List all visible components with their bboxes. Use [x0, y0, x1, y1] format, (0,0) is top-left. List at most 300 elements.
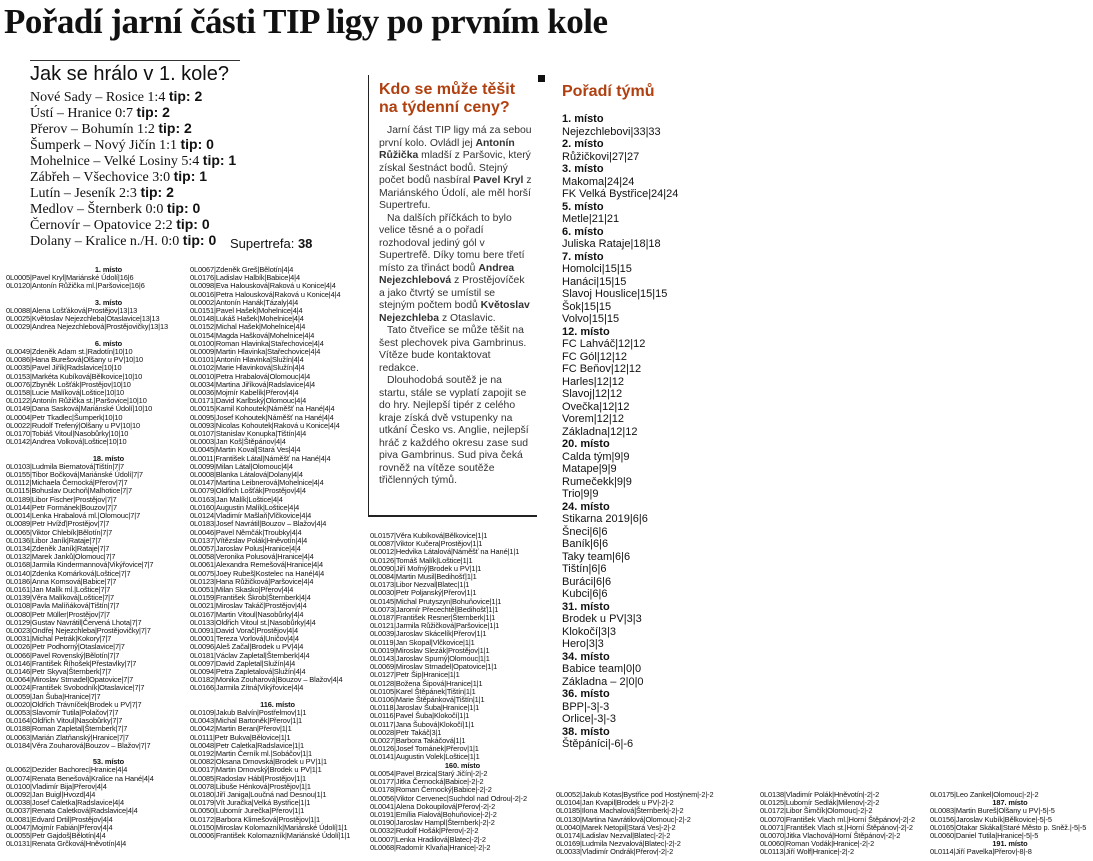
player-entry: 0L0143|Jaroslav Spurný|Olomouc|1|1	[370, 654, 490, 664]
team-entry: Základna – 2|0|0	[562, 675, 644, 688]
team-rank-heading: 24. místo	[562, 500, 610, 513]
player-entry: 0L0161|Jan Malík ml.|Loštice|7|7	[6, 584, 111, 594]
player-entry: 0L0182|Monika Zouharová|Bouzov – Blažov|4|4	[190, 675, 343, 685]
player-entry: 0L0056|Viktor Cervenec|Suchdol nad Odrou|-2|-2	[370, 793, 528, 803]
player-entry: 0L0047|Mojmír Fabián|Přerov|4|4	[6, 822, 113, 832]
player-entry: 0L0184|Věra Zouharová|Bouzov – Blažov|7|7	[6, 740, 151, 750]
team-entry: Rumečekk|9|9	[562, 475, 632, 488]
team-entry: Taky team|6|6	[562, 550, 631, 563]
player-entry: 0L0189|Libor Fischer|Prostějov|7|7	[6, 494, 117, 504]
player-entry: 0L0078|Libuše Hénková|Prostějov|1|1	[190, 781, 311, 791]
match-score: Šumperk – Nový Jičín 1:1	[30, 138, 181, 153]
player-entry: 0L0168|Jarmila Kindermannová|Vikýřovice|7|7	[6, 560, 154, 570]
team-rank-heading: 36. místo	[562, 688, 610, 700]
player-entry: 0L0051|Milan Skasko|Přerov|4|4	[190, 584, 294, 594]
player-entry: 0L0025|Květoslav Nejezchleba|Otaslavice|13|13	[6, 314, 160, 324]
match-result	[30, 105, 242, 121]
player-entry: 0L0009|Martin Hlavinka|Stařechovice|4|4	[190, 347, 321, 357]
team-entry: Babice team|0|0	[562, 663, 642, 675]
player-entry: 0L0048|Petr Caletka|Radslavice|1|1	[190, 740, 304, 750]
supertrefa-label: Supertrefa:	[230, 236, 295, 251]
player-entry: 0L0170|Tobiáš Vitoul|Nasobůrky|10|10	[6, 429, 129, 439]
player-entry: 0L0163|Jan Malík|Loštice|4|4	[190, 494, 283, 504]
player-entry: 0L0124|Vladimír Mašlaň|Vlčkovice|4|4	[190, 511, 312, 521]
player-entry: 0L0104|Jan Kvapil|Brodek u PV|-2|-2	[556, 798, 674, 808]
player-entry: 0L0111|Petr Bukva|Bělovice|1|1	[190, 732, 291, 742]
ranking-column-6	[930, 791, 1090, 857]
rank-heading: 1. místo	[94, 265, 123, 274]
match-result	[30, 121, 242, 137]
team-entry: Matape|9|9	[562, 463, 617, 475]
player-entry: 0L0131|Renata Grčková|Hněvotín|4|4	[6, 839, 127, 849]
team-entry: Štěpáníci|-6|-6	[562, 738, 634, 750]
player-entry: 0L0177|Jitka Černocká|Babice|-2|-2	[370, 777, 484, 787]
player-entry: 0L0079|Oldřich Lošťák|Prostějov|4|4	[190, 486, 306, 496]
player-entry: 0L0121|Jarmila Růžičková|Paršovice|1|1	[370, 621, 500, 631]
player-entry: 0L0188|Roman Zapletal|Šternberk|7|7	[6, 724, 128, 734]
player-entry: 0L0058|Veronika Polusová|Hranice|4|4	[190, 552, 314, 562]
match-score: Zábřeh – Všechovice 3:0	[30, 170, 174, 185]
player-entry: 0L0001|Tereza Vorlová|Uničov|4|4	[190, 634, 299, 644]
player-entry: 0L0030|Petr Poljanský|Přerov|1|1	[370, 588, 477, 598]
player-entry: 0L0096|Aleš Začal|Brodek u PV|4|4	[190, 642, 304, 652]
player-entry: 0L0082|Oksana Drnovská|Brodek u PV|1|1	[190, 757, 327, 767]
match-result	[30, 201, 242, 217]
team-entry: Trio|9|9	[562, 488, 599, 500]
team-entry: Tištín|6|6	[562, 563, 607, 575]
player-entry: 0L0032|Rudolf Hošák|Přerov|-2|-2	[370, 826, 479, 836]
team-rank-heading: 1. místo	[562, 113, 604, 125]
player-entry: 0L0070|František Vlach ml.|Horní Štěpánov|-2|-2	[760, 814, 915, 824]
player-entry: 0L0076|Zbyněk Lošťák|Prostějov|10|10	[6, 379, 131, 389]
player-entry: 0L0054|Pavel Brzica|Starý Jičín|-2|-2	[370, 768, 488, 778]
team-entry: Stikarna 2019|6|6	[562, 513, 648, 525]
team-rank-heading: 31. místo	[562, 600, 610, 613]
player-entry: 0L0169|Ludmila Nezvalová|Blatec|-2|-2	[556, 839, 681, 849]
match-score: Nové Sady – Rosice 1:4	[30, 90, 169, 105]
player-entry: 0L0148|Lukáš Hašek|Mohelnice|4|4	[190, 314, 304, 324]
supertrefa-value: 38	[297, 236, 313, 251]
team-entry: Základna|12|12	[562, 425, 638, 438]
player-entry: 0L0028|Petr Takáč|3|1	[370, 727, 442, 737]
player-entry: 0L0144|Petr Formánek|Bouzov|7|7	[6, 502, 117, 512]
player-entry: 0L0027|Barbora Takáčová|1|1	[370, 736, 466, 746]
player-entry: 0L0086|Hana Burešová|Olšany u PV|10|10	[6, 355, 144, 365]
team-entry: Ovečka|12|12	[562, 400, 630, 413]
match-tip: tip: 2	[140, 184, 174, 200]
match-result	[30, 137, 242, 153]
player-entry: 0L0165|Otakar Skákal|Staré Město p. Sněž.|-5|-5	[930, 822, 1087, 832]
player-entry: 0L0113|Jiří Wolf|Hranice|-2|-2	[760, 847, 854, 857]
match-score: Lutín – Jeseník 2:3	[30, 186, 141, 201]
team-entry: Slavoj|12|12	[562, 388, 623, 400]
team-entry: Kubci|6|6	[562, 588, 608, 600]
player-entry: 0L0071|František Vlach st.|Horní Štěpánov|-2|-2	[760, 822, 913, 832]
rank-heading: 160. místo	[444, 760, 481, 770]
match-result	[30, 217, 242, 233]
player-entry: 0L0002|Antonín Hanák|Tázaly|4|4	[190, 297, 299, 307]
player-entry: 0L0008|Blanka Látalová|Dolany|4|4	[190, 470, 303, 480]
player-entry: 0L0166|Jarmila Zítná|Vikýřovice|4|4	[190, 683, 304, 693]
ranking-column-3	[370, 532, 555, 852]
player-entry: 0L0067|Zdeněk Greš|Bělotín|4|4	[190, 265, 294, 274]
player-entry: 0L0088|Alena Lošťáková|Prostějov|13|13	[6, 306, 138, 316]
prizes-text	[369, 125, 537, 488]
player-entry: 0L0141|Augustin Volek|Loštice|1|1	[370, 752, 480, 762]
player-entry: 0L0085|Radoslav Hábl|Prostějov|1|1	[190, 773, 307, 783]
team-entry: Brodek u PV|3|3	[562, 613, 642, 625]
prizes-paragraph: Na dalších příčkách to bylo velice těsné a o pořadí rozhodoval jediný gól v Supertrefě. Díky tomu bere třetí místo za třináct bodů Andrea Nejezchlebová z Prostějovíček a jako čtvrtý se umístil se stejným počtem bodů Květoslav Nejezchleba z Otaslavic.	[379, 212, 530, 324]
player-entry: 0L0122|Antonín Růžička st.|Paršovice|10|10	[6, 396, 147, 406]
team-entry: Klokočí|3|3	[562, 625, 617, 638]
rank-heading: 18. místo	[92, 453, 125, 463]
team-entry: FC Gól|12|12	[562, 350, 628, 363]
player-entry: 0L0160|Augustin Malík|Loštice|4|4	[190, 502, 300, 512]
match-score: Přerov – Bohumín 1:2	[30, 122, 159, 137]
player-entry: 0L0098|Eva Halousková|Raková u Konice|4|4	[190, 281, 336, 291]
player-entry: 0L0153|Markéta Kubíková|Bělkovice|10|10	[6, 371, 143, 381]
match-score: Medlov – Šternberk 0:0	[30, 202, 167, 217]
results-section	[30, 60, 242, 249]
player-entry: 0L0100|Roman Hlavinka|Stařechovice|4|4	[190, 338, 324, 348]
match-result	[30, 89, 242, 105]
player-entry: 0L0129|Gustav Navrátil|Červená Lhota|7|7	[6, 617, 142, 627]
player-entry: 0L0133|Oldřich Vitoul st.|Nasobůrky|4|4	[190, 617, 316, 627]
rank-heading: 3. místo	[94, 297, 123, 307]
team-entry: Juliska Rataje|18|18	[562, 238, 661, 250]
player-entry: 0L0064|Miroslav Strnadel|Opatovice|7|7	[6, 675, 134, 685]
player-entry: 0L0119|Jan Skopal|Vlčkovice|1|1	[370, 637, 475, 647]
player-entry: 0L0084|Martin Musil|Bedihošť|1|1	[370, 572, 477, 582]
match-result	[30, 153, 242, 169]
team-rank-heading: 7. místo	[562, 250, 604, 263]
player-entry: 0L0173|Libor Nezval|Blatec|1|1	[370, 580, 470, 590]
player-entry: 0L0017|Martin Drnovský|Brodek u PV|1|1	[190, 765, 322, 775]
ranking-column-1	[6, 266, 211, 848]
player-entry: 0L0045|Martin Koval|Stará Ves|4|4	[190, 445, 301, 455]
team-entry: Calda tým|9|9	[562, 450, 630, 463]
player-entry: 0L0022|Rudolf Trefený|Olšany u PV|10|10	[6, 420, 141, 430]
match-tip: tip: 1	[202, 152, 237, 168]
player-entry: 0L0092|Jan Buigl|Hvozd|4|4	[6, 790, 96, 799]
player-entry: 0L0041|Alena Dokoupilová|Přerov|-2|-2	[370, 801, 496, 811]
prizes-box	[368, 75, 537, 517]
player-entry: 0L0105|Karel Štěpánek|Tištín|1|1	[370, 686, 476, 696]
player-entry: 0L0023|Ondřej Nejezchleba|Prostějovičky|7|7	[6, 625, 151, 635]
rank-heading: 53. místo	[92, 757, 125, 767]
player-entry: 0L0043|Michal Bartoněk|Přerov|1|1	[190, 716, 303, 726]
player-entry: 0L0172|Libor Šimčík|Olomouc|-2|-2	[760, 806, 873, 816]
player-entry: 0L0060|Roman Vodák|Hranice|-2|-2	[760, 839, 875, 849]
player-entry: 0L0145|Michal Prutyszyn|Bohuňovice|1|1	[370, 596, 502, 606]
player-entry: 0L0139|Věra Malíková|Loštice|7|7	[6, 593, 115, 603]
player-entry: 0L0152|Michal Hašek|Mohelnice|4|4	[190, 322, 306, 332]
team-entry: FK Velká Bystřice|24|24	[562, 188, 679, 200]
match-tip: tip: 2	[136, 104, 170, 120]
match-score: Černovír – Opatovice 2:2	[30, 218, 177, 233]
team-entry: Makoma|24|24	[562, 175, 635, 188]
player-entry: 0L0134|Zdeněk Janík|Rataje|7|7	[6, 543, 110, 553]
player-entry: 0L0021|Miroslav Takáč|Prostějov|4|4	[190, 601, 307, 611]
player-entry: 0L0060|Daniel Tutila|Hranice|-5|-5	[930, 831, 1039, 841]
match-tip: tip: 2	[168, 88, 203, 104]
player-entry: 0L0090|Jiří Mořný|Brodek u PV|1|1	[370, 563, 482, 573]
player-entry: 0L0115|Bohuslav Duchoň|Malhotice|7|7	[6, 486, 132, 496]
team-entry: Růžičkovi|27|27	[562, 150, 640, 163]
player-entry: 0L0016|Petra Halousková|Raková u Konice|4|4	[190, 289, 341, 299]
player-entry: 0L0136|Libor Janík|Rataje|7|7	[6, 535, 102, 545]
player-entry: 0L0125|Lubomír Sedlák|Milenov|-2|-2	[760, 798, 880, 808]
player-entry: 0L0138|Vladimír Polák|Hněvotín|-2|-2	[760, 790, 880, 799]
team-entry: Volvo|15|15	[562, 313, 620, 325]
player-entry: 0L0123|Hana Růžičková|Paršovice|4|4	[190, 576, 314, 586]
player-entry: 0L0083|Martin Bureš|Olšany u PV|-5|-5	[930, 806, 1055, 816]
player-entry: 0L0057|Jaroslav Polus|Hranice|4|4	[190, 543, 301, 553]
player-entry: 0L0185|Ilona Machalová|Šternberk|-2|-2	[556, 806, 684, 816]
player-entry: 0L0114|Jiří Pavelka|Přerov|-8|-8	[930, 847, 1032, 857]
player-entry: 0L0107|Stanislav Konupka|Tištín|4|4	[190, 429, 307, 439]
player-entry: 0L0099|Milan Látal|Olomouc|4|4	[190, 461, 293, 471]
player-entry: 0L0164|Oldřich Vitoul|Nasobůrky|7|7	[6, 716, 123, 726]
player-entry: 0L0097|David Zapletal|Služín|4|4	[190, 658, 296, 668]
player-entry: 0L0069|Miroslav Strnadel|Opatovice|1|1	[370, 662, 498, 672]
rank-heading: 187. místo	[992, 798, 1028, 808]
rank-heading: 6. místo	[94, 338, 123, 348]
rank-heading: 116. místo	[260, 699, 295, 709]
player-entry: 0L0074|Renata Benešová|Kralice na Hané|4|4	[6, 773, 154, 783]
player-entry: 0L0126|Josef Tománek|Přerov|1|1	[370, 744, 479, 754]
player-entry: 0L0068|Radomír Klvaňa|Hranice|-2|-2	[370, 842, 491, 852]
page-title: Pořadí jarní části TIP ligy po prvním kole	[4, 2, 608, 41]
team-entry: Harles|12|12	[562, 375, 624, 388]
player-entry: 0L0128|Božena Šipová|Hranice|1|1	[370, 678, 483, 688]
player-entry: 0L0178|Roman Černocký|Babice|-2|-2	[370, 785, 492, 795]
player-entry: 0L0006|František Kolomazník|Mariánské Údolí|1|1	[190, 831, 351, 841]
player-entry: 0L0108|Pavla Malíňáková|Tištín|7|7	[6, 601, 120, 611]
prizes-paragraph: Tato čtveřice se může těšit na šest plechovek piva Gambrinus. Vítěze bude kontaktovat redakce.	[379, 325, 527, 374]
player-entry: 0L0010|Petra Hrabalová|Olomouc|4|4	[190, 371, 311, 381]
player-entry: 0L0167|Martin Vitoul|Nasobůrky|4|4	[190, 609, 304, 619]
team-entry: Vorem|12|12	[562, 413, 624, 425]
player-entry: 0L0106|Marie Štěpánková|Tištín|1|1	[370, 695, 485, 705]
player-entry: 0L0158|Lucie Malíková|Loštice|10|10	[6, 388, 124, 398]
player-entry: 0L0015|Kamil Kohoutek|Náměšť na Hané|4|4	[190, 404, 335, 414]
player-entry: 0L0154|Magda Hašková|Mohelnice|4|4	[190, 330, 315, 340]
player-entry: 0L0036|Mojmír Kabelík|Přerov|4|4	[190, 388, 299, 398]
player-entry: 0L0087|Viktor Kučera|Prostějov|1|1	[370, 539, 483, 549]
player-entry: 0L0050|Lubomír Jurečka|Přerov|1|1	[190, 806, 305, 816]
player-entry: 0L0066|Pavel Rovenský|Bělotín|7|7	[6, 650, 120, 660]
player-entry: 0L0156|Jaroslav Kubík|Bělkovice|-5|-5	[930, 814, 1052, 824]
player-entry: 0L0055|Petr Gajdoš|Bělotín|4|4	[6, 831, 106, 841]
match-tip: tip: 0	[180, 136, 214, 152]
team-entry: Orlice|-3|-3	[562, 713, 617, 725]
player-entry: 0L0061|Alexandra Remešová|Hranice|4|4	[190, 560, 323, 570]
player-entry: 0L0159|František Škrob|Šternberk|4|4	[190, 593, 311, 603]
player-entry: 0L0029|Andrea Nejezchlebová|Prostějovičky|13|13	[6, 322, 168, 332]
team-entry: FC Beňov|12|12	[562, 363, 642, 375]
player-entry: 0L0175|Leo Zankel|Olomouc|-2|-2	[930, 790, 1039, 799]
team-rank-heading: 20. místo	[562, 438, 610, 450]
player-entry: 0L0095|Josef Kohoutek|Náměšť na Hané|4|4	[190, 412, 334, 422]
player-entry: 0L0186|Anna Komsová|Babice|7|7	[6, 576, 117, 586]
match-score: Mohelnice – Velké Losiny 5:4	[30, 154, 203, 169]
player-entry: 0L0040|Marek Netopil|Stará Ves|-2|-2	[556, 822, 676, 832]
ranking-column-4	[556, 791, 756, 857]
player-entry: 0L0053|Slavomír Tutila|Polačov|7|7	[6, 707, 119, 717]
player-entry: 0L0026|Petr Podhorný|Otaslavice|7|7	[6, 642, 125, 652]
team-standings-heading: Pořadí týmů	[562, 83, 655, 100]
player-entry: 0L0059|Jan Šuba|Hranice|7|7	[6, 691, 101, 701]
match-score: Dolany – Kralice n./H. 0:0	[30, 234, 183, 249]
player-entry: 0L0146|Petr Skyva|Šternberk|7|7	[6, 666, 112, 676]
team-entry: Baník|6|6	[562, 538, 609, 550]
team-rank-heading: 5. místo	[562, 200, 604, 213]
prizes-paragraph: Jarní část TIP ligy má za sebou první kolo. Ovládl jej Antonín Růžička mladší z Paršovic, který získal šestnáct bodů. Stejný počet bodů nasbíral Pavel Kryl z Mariánského Údolí, ale měl horší Supertrefu.	[379, 125, 532, 211]
player-entry: 0L0109|Jakub Balvín|Postřelmov|1|1	[190, 707, 307, 717]
player-entry: 0L0126|Tomáš Malík|Loštice|1|1	[370, 555, 473, 565]
match-tip: tip: 0	[176, 216, 210, 232]
player-entry: 0L0091|David Vorač|Prostějov|4|4	[190, 625, 299, 635]
player-entry: 0L0020|Oldřich Trávníček|Brodek u PV|7|7	[6, 699, 142, 709]
player-entry: 0L0094|Petra Zapletalová|Služín|4|4	[190, 666, 306, 676]
team-rank-heading: 3. místo	[562, 163, 604, 175]
player-entry: 0L0065|Viktor Chlebík|Bělotín|7|7	[6, 527, 113, 537]
team-entry: Nejezchlebovi|33|33	[562, 125, 661, 138]
player-entry: 0L0042|Martin Beran|Přerov|1|1	[190, 724, 292, 734]
player-entry: 0L0100|Vladimír Bija|Přerov|4|4	[6, 781, 107, 791]
player-entry: 0L0183|Josef Navrátil|Bouzov – Blažov|4|4	[190, 519, 327, 529]
player-entry: 0L0120|Antonín Růžička ml.|Paršovice|16|6	[6, 281, 145, 291]
match-result	[30, 185, 242, 201]
player-entry: 0L0171|David Karlbský|Olomouc|4|4	[190, 396, 307, 406]
player-entry: 0L0176|Ladislav Halbík|Babice|4|4	[190, 273, 300, 283]
player-entry: 0L0149|Dana Sasková|Mariánské Údolí|10|10	[6, 404, 153, 414]
rank-heading: 191. místo	[992, 839, 1028, 849]
match-tip: tip: 0	[182, 232, 217, 248]
player-entry: 0L0073|Jaromír Přecechtěl|Bedihošť|1|1	[370, 604, 499, 614]
player-entry: 0L0062|Dezider Bachorec|Hranice|4|4	[6, 765, 128, 775]
player-entry: 0L0130|Martina Navrátilová|Olomouc|-2|-2	[556, 814, 691, 824]
player-entry: 0L0192|Martin Černík ml.|Sobáčov|1|1	[190, 748, 312, 758]
player-entry: 0L0151|Pavel Hašek|Mohelnice|4|4	[190, 306, 303, 316]
team-rank-heading: 2. místo	[562, 138, 604, 150]
team-entry: Buráci|6|6	[562, 575, 612, 588]
prizes-paragraph: Dlouhodobá soutěž je na startu, stále se vyplatí zapojit se do hry. Nejlepší tipér z celého kraje získá dvě vstupenky na utkání Česko vs. Anglie, nejlepší hráč z každého okresu zase sud piva Gambrinus. Sud piva čeká rovněž na vítěze soutěže třičlenných týmů.	[379, 375, 529, 486]
player-entry: 0L0180|Jiří Janiga|Loučná nad Desnou|1|1	[190, 790, 327, 799]
match-result	[30, 233, 242, 249]
team-rank-heading: 6. místo	[562, 225, 604, 238]
player-entry: 0L0039|Jaroslav Skácelík|Přerov|1|1	[370, 629, 487, 639]
team-entry: Hanáci|15|15	[562, 275, 627, 288]
player-entry: 0L0157|Věra Kubíková|Bělkovice|1|1	[370, 531, 488, 540]
player-entry: 0L0112|Michaela Černocká|Přerov|7|7	[6, 478, 128, 488]
ranking-column-2	[190, 266, 365, 840]
player-entry: 0L0101|Antonín Hlavinka|Služín|4|4	[190, 355, 304, 365]
player-entry: 0L0155|Tibor Bočková|Mariánské Údolí|7|7	[6, 470, 143, 480]
player-entry: 0L0116|Pavel Šuba|Klokočí|1|1	[370, 711, 470, 721]
player-entry: 0L0190|Jaroslav Hampl|Šternberk|-2|-2	[370, 818, 495, 828]
team-entry: Šok|15|15	[562, 300, 612, 313]
player-entry: 0L0038|Josef Caletka|Radslavice|4|4	[6, 798, 124, 808]
team-rank-heading: 38. místo	[562, 725, 610, 738]
team-entry: Šneci|6|6	[562, 525, 608, 538]
player-entry: 0L0146|František Říhošek|Přestavlky|7|7	[6, 658, 137, 668]
team-entry: Metle|21|21	[562, 213, 620, 225]
player-entry: 0L0049|Zdeněk Adam st.|Radotín|10|10	[6, 347, 133, 357]
player-entry: 0L0137|Vítězslav Polák|Hněvotín|4|4	[190, 535, 308, 545]
match-tip: tip: 0	[166, 200, 201, 216]
prizes-heading: Kdo se může těšit na týdenní ceny?	[379, 81, 516, 116]
player-entry: 0L0081|Edvard Drtil|Prostějov|4|4	[6, 814, 113, 824]
player-entry: 0L0012|Hedvika Látalová|Náměšť na Hané|1|1	[370, 547, 520, 557]
team-entry: Homolci|15|15	[562, 263, 632, 275]
box-marker	[538, 75, 545, 82]
player-entry: 0L0147|Martina Leibnerová|Mohelnice|4|4	[190, 478, 324, 488]
player-entry: 0L0140|Zdenka Komárková|Loštice|7|7	[6, 568, 131, 578]
player-entry: 0L0070|Jitka Vlachová|Horní Štěpánov|-2|-2	[760, 831, 901, 841]
player-entry: 0L0103|Ludmila Biernatová|Tištín|7|7	[6, 461, 125, 471]
team-list	[562, 113, 742, 751]
player-entry: 0L0142|Andrea Volková|Loštice|10|10	[6, 437, 127, 447]
player-entry: 0L0118|Jaroslav Šuba|Hranice|1|1	[370, 703, 480, 713]
team-entry: Hero|3|3	[562, 638, 604, 650]
team-entry: Slavoj Houslice|15|15	[562, 288, 668, 300]
player-entry: 0L0181|Václav Zapletal|Šternberk|4|4	[190, 650, 310, 660]
player-entry: 0L0033|Vladimír Ondrák|Přerov|-2|-2	[556, 847, 674, 857]
player-entry: 0L0005|Pavel Kryl|Mariánské Údolí|16|6	[6, 273, 134, 283]
player-entry: 0L0102|Marie Hlavinková|Služín|4|4	[190, 363, 305, 373]
player-entry: 0L0127|Petr Šip|Hranice|1|1	[370, 670, 460, 680]
player-entry: 0L0191|Emília Fialová|Bohuňovice|-2|-2	[370, 809, 497, 819]
player-entry: 0L0034|Martina Jiříková|Radslavice|4|4	[190, 379, 316, 389]
player-entry: 0L0004|Petr Tkadlec|Šumperk|10|10	[6, 412, 123, 422]
team-entry: BPP|-3|-3	[562, 700, 610, 713]
match-list	[30, 89, 242, 249]
results-heading: Jak se hrálo v 1. kole?	[30, 60, 240, 86]
player-entry: 0L0172|Barbora Klimešová|Prostějov|1|1	[190, 814, 321, 824]
player-entry: 0L0011|František Látal|Náměšť na Hané|4|4	[190, 453, 331, 463]
player-entry: 0L0179|Vít Juračka|Velká Bystřice|1|1	[190, 798, 311, 808]
player-entry: 0L0014|Lenka Hrabalová ml.|Olomouc|7|7	[6, 511, 141, 521]
player-entry: 0L0075|Joey Rubeš|Kostelec na Hané|4|4	[190, 568, 325, 578]
team-rank-heading: 12. místo	[562, 325, 610, 338]
player-entry: 0L0063|Marián Zlatňanský|Hranice|7|7	[6, 732, 129, 742]
player-entry: 0L0035|Pavel Jiřík|Radslavice|10|10	[6, 363, 122, 373]
team-rank-heading: 34. místo	[562, 650, 610, 663]
player-entry: 0L0052|Jakub Kotas|Bystřice pod Hostýnem|-2|-2	[556, 790, 714, 799]
player-entry: 0L0132|Marek Janků|Olomouc|7|7	[6, 552, 116, 562]
match-result	[30, 169, 242, 185]
match-score: Ústí – Hranice 0:7	[30, 106, 137, 121]
player-entry: 0L0024|František Svobodník|Otaslavice|7|7	[6, 683, 145, 693]
player-entry: 0L0117|Jana Šubová|Klokočí|1|1	[370, 719, 475, 729]
player-entry: 0L0007|Lenka Hradilová|Blatec|-2|-2	[370, 834, 486, 844]
player-entry: 0L0093|Nicolas Kohoutek|Raková u Konice|4|4	[190, 420, 340, 430]
match-tip: tip: 1	[173, 168, 208, 184]
player-entry: 0L0174|Ladislav Nezval|Blatec|-2|-2	[556, 831, 671, 841]
player-entry: 0L0080|Petr Müller|Prostějov|7|7	[6, 609, 110, 619]
ranking-column-5	[760, 791, 930, 857]
team-standings	[562, 83, 742, 751]
supertrefa	[230, 236, 312, 251]
team-entry: FC Lahváč|12|12	[562, 338, 646, 350]
player-entry: 0L0019|Miroslav Slezák|Prostějov|1|1	[370, 645, 490, 655]
player-entry: 0L0089|Petr Hvížď|Prostějov|7|7	[6, 519, 110, 529]
match-tip: tip: 2	[158, 120, 192, 136]
player-entry: 0L0037|Renata Caletková|Radslavice|4|4	[6, 806, 138, 816]
player-entry: 0L0150|Miroslav Kolomazník|Mariánské Údolí|1|1	[190, 822, 348, 832]
